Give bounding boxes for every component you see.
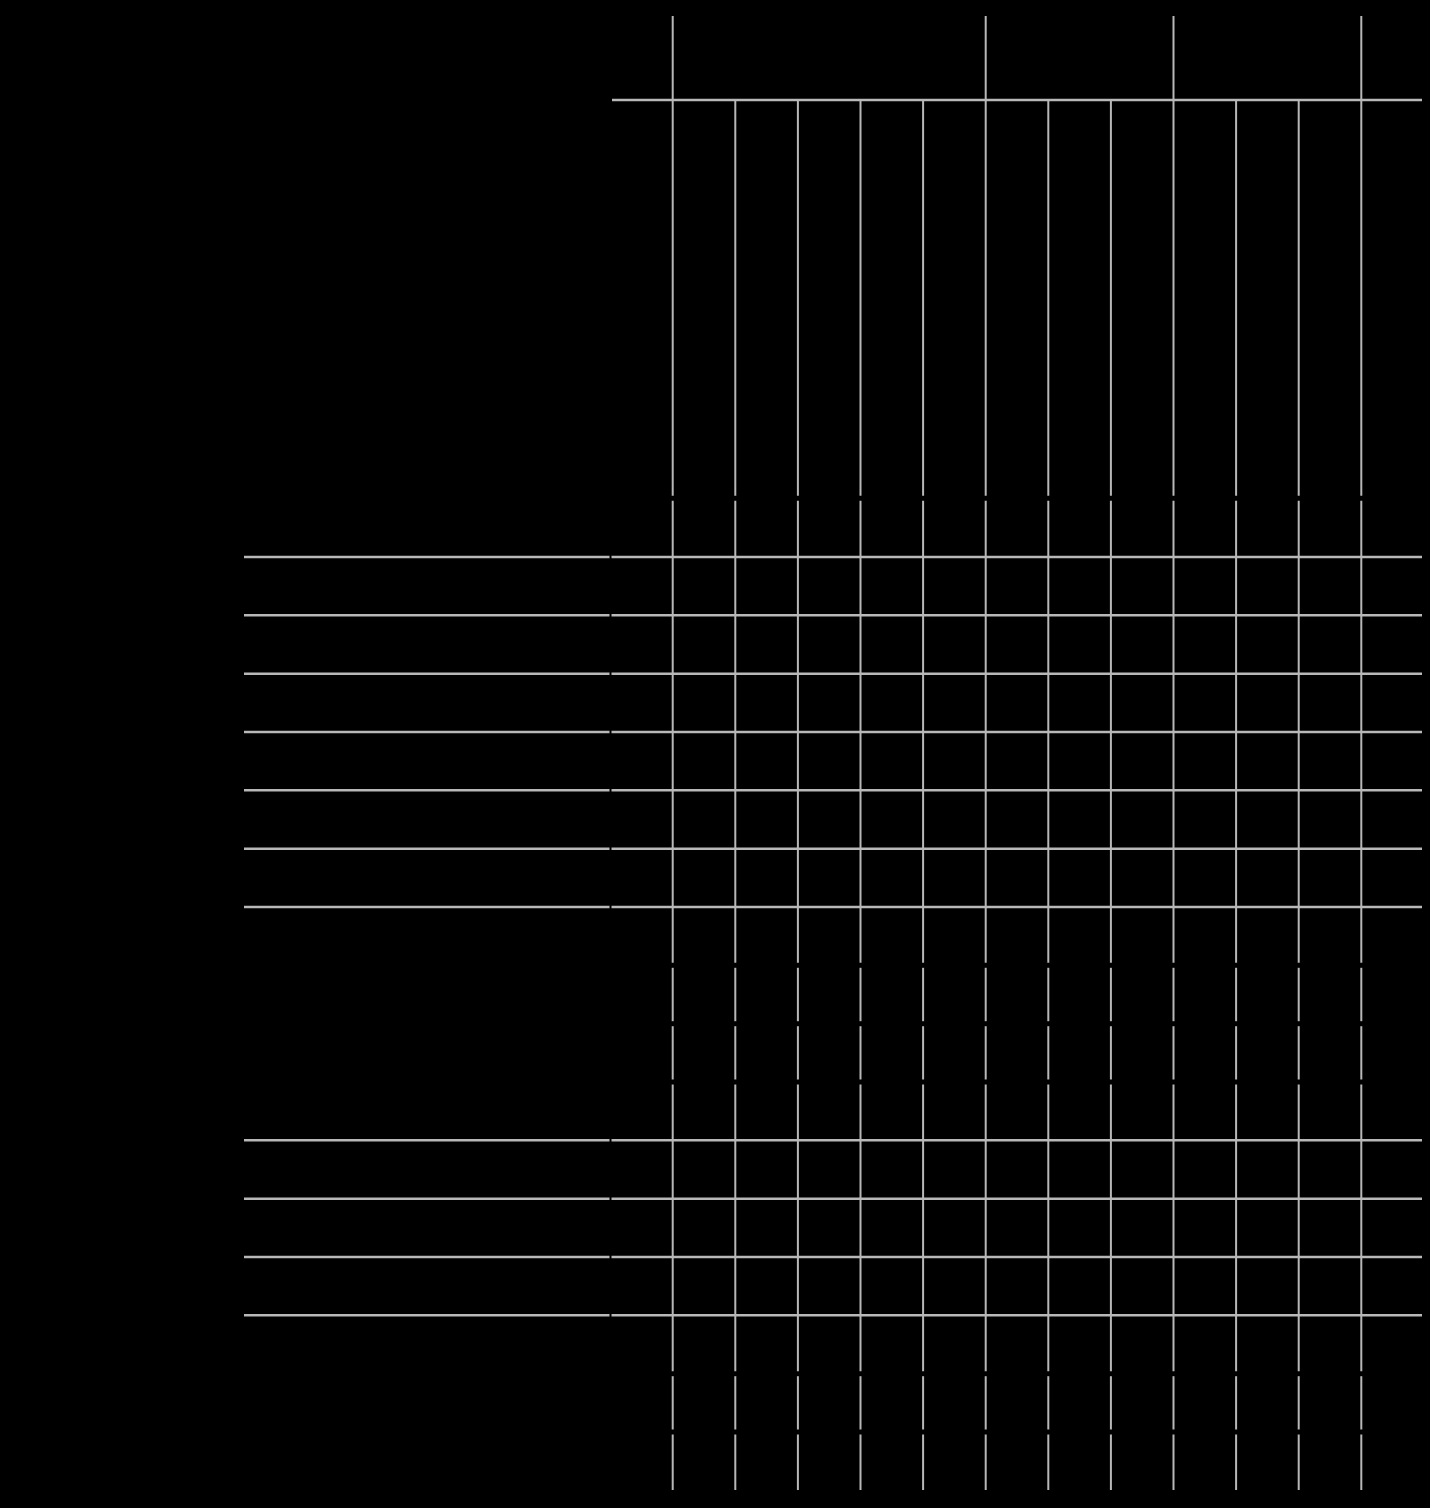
vertical-gridlines [673,101,1362,1490]
row-separators [244,557,1422,1315]
major-gridline-top-extensions [673,16,1362,101]
